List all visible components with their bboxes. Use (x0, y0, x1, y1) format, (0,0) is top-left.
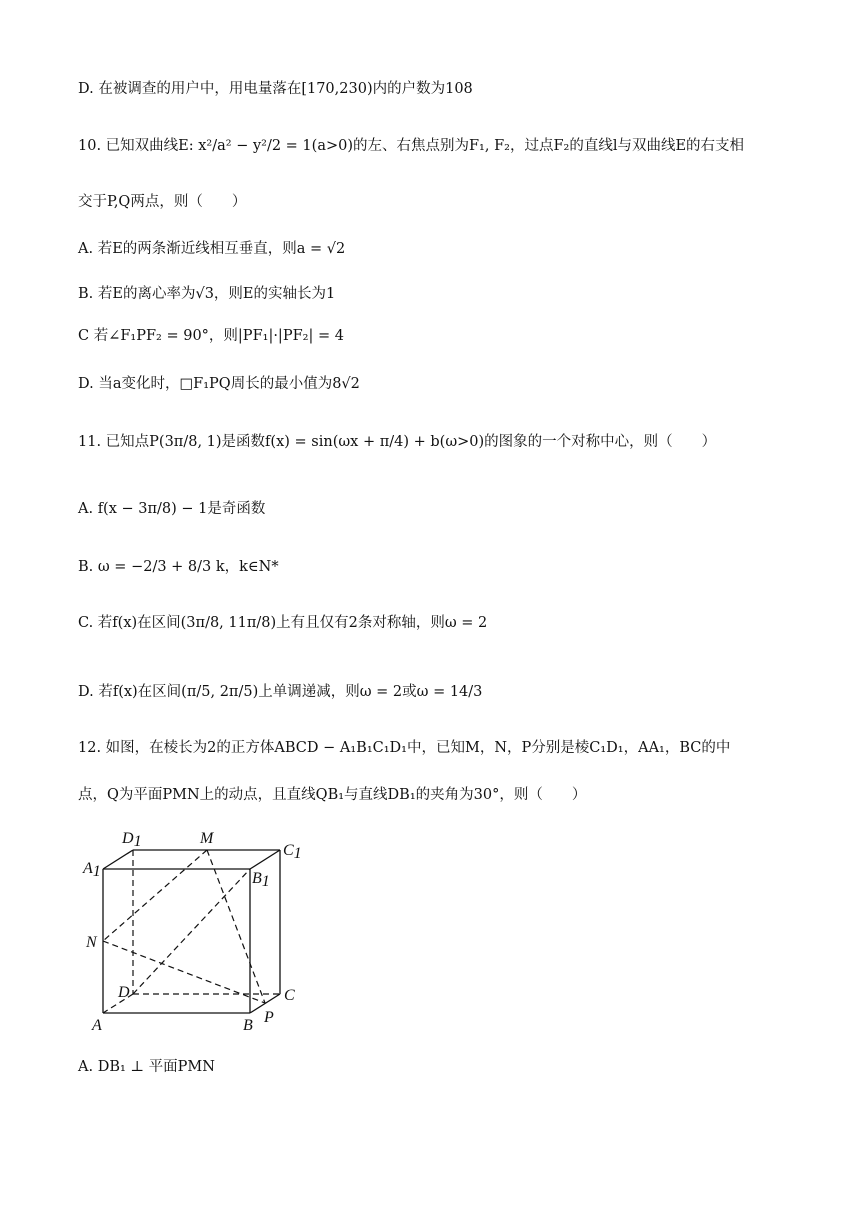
label-a: A (92, 1017, 102, 1034)
option-11c: C. 若f(x)在区间(3π/8, 11π/8)上有且仅有2条对称轴，则ω = 2 (78, 615, 488, 631)
option-11a: A. f(x − 3π/8) − 1是奇函数 (78, 501, 266, 517)
label-c1: C1 (283, 842, 302, 862)
label-b: B (243, 1017, 253, 1034)
question-11-stem: 11. 已知点P(3π/8, 1)是函数f(x) = sin(ωx + π/4) + b(ω>0)的图象的一个对称中心，则（ ） (78, 434, 717, 450)
label-p: P (264, 1009, 274, 1026)
option-10c: C 若∠F₁PF₂ = 90°，则|PF₁|·|PF₂| = 4 (78, 328, 344, 344)
question-10-stem-cont: 交于P,Q两点，则（ ） (78, 194, 247, 210)
edge-c1b1 (250, 850, 280, 869)
cube-figure (78, 825, 318, 1040)
option-10a: A. 若E的两条渐近线相互垂直，则a = √2 (78, 241, 346, 257)
label-d: D (118, 984, 130, 1001)
label-m: M (200, 830, 214, 847)
label-b1: B1 (252, 870, 270, 890)
question-12-stem: 12. 如图，在棱长为2的正方体ABCD − A₁B₁C₁D₁中，已知M，N，P分别是棱C₁D₁，AA₁，BC的中 (78, 740, 731, 756)
option-11b: B. ω = −2/3 + 8/3 k，k∈N* (78, 559, 279, 575)
label-c: C (284, 987, 295, 1004)
option-9d: D. 在被调查的用户中，用电量落在[170,230)内的户数为108 (78, 81, 473, 97)
option-11d: D. 若f(x)在区间(π/5, 2π/5)上单调递减，则ω = 2或ω = 14/3 (78, 684, 483, 700)
cube-diagram (78, 825, 318, 1040)
label-n: N (86, 934, 97, 951)
edge-a1d1 (103, 850, 133, 869)
question-10-stem: 10. 已知双曲线E: x²/a² − y²/2 = 1(a>0)的左、右焦点别为F₁, F₂，过点F₂的直线l与双曲线E的右支相 (78, 138, 745, 154)
segment-mn (103, 850, 207, 941)
option-12a: A. DB₁ ⊥ 平面PMN (78, 1059, 215, 1075)
label-a1: A1 (83, 860, 101, 880)
question-12-stem-cont: 点，Q为平面PMN上的动点，且直线QB₁与直线DB₁的夹角为30°，则（ ） (78, 787, 587, 803)
label-d1: D1 (122, 830, 142, 850)
option-10d: D. 当a变化时，□F₁PQ周长的最小值为8√2 (78, 376, 360, 392)
option-10b: B. 若E的离心率为√3，则E的实轴长为1 (78, 286, 336, 302)
